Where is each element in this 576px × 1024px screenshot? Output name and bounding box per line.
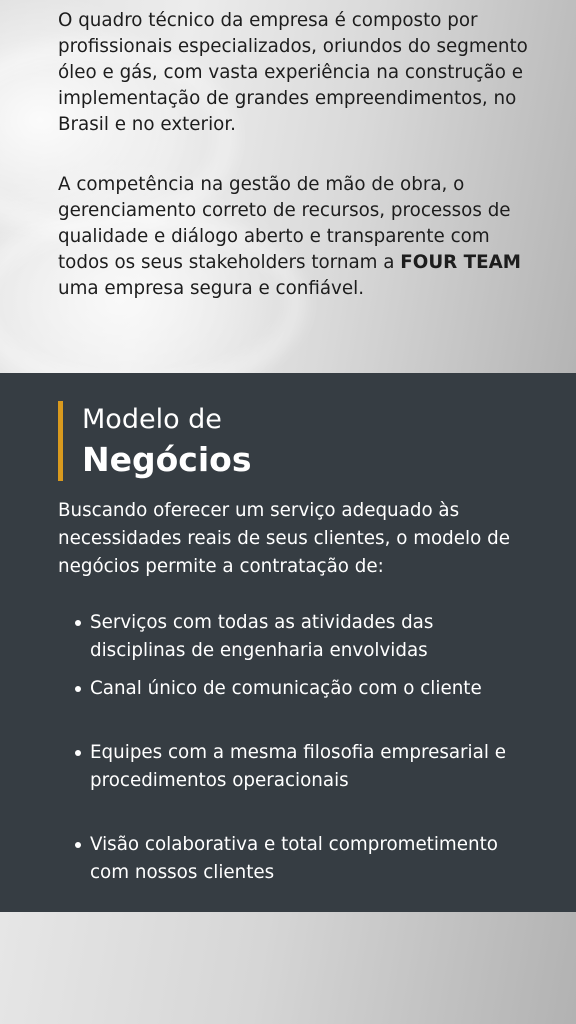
list-item	[90, 831, 510, 887]
list-item	[90, 609, 510, 665]
intro-paragraph-text: A competência na gestão de mão de obra, o gerenciamento correto de recursos, processos de qualidade e diálogo aberto e transparente com todos os seus stakeholders tornam a	[58, 174, 511, 273]
bullet-icon	[75, 750, 81, 756]
heading-accent-bar	[58, 401, 63, 481]
business-model-section	[0, 373, 576, 912]
intro-paragraph-competence	[58, 172, 528, 302]
brand-name: FOUR TEAM	[400, 252, 521, 273]
intro-paragraph-company-team: O quadro técnico da empresa é composto por profissionais especializados, oriundos do segmento óleo e gás, com vasta experiência na construção e implementação de grandes empreendimentos, no Brasil e no exterior.	[58, 10, 528, 135]
bullet-icon	[75, 842, 81, 848]
section-lead-text: Buscando oferecer um serviço adequado às necessidades reais de seus clientes, o modelo de negócios permite a contratação de:	[58, 500, 510, 577]
intro-paragraph-text: uma empresa segura e confiável.	[58, 278, 365, 299]
section-heading-light: Modelo de	[82, 404, 222, 435]
intro-section	[0, 0, 576, 373]
list-item-text: Visão colaborativa e total comprometimento com nossos clientes	[90, 834, 498, 883]
list-item-text: Equipes com a mesma filosofia empresarial e procedimentos operacionais	[90, 742, 506, 791]
bullet-icon	[75, 686, 81, 692]
list-item	[90, 675, 510, 703]
section-heading-bold: Negócios	[82, 440, 252, 479]
bullet-icon	[75, 620, 81, 626]
list-item	[90, 739, 510, 795]
list-item-text: Serviços com todas as atividades das disciplinas de engenharia envolvidas	[90, 612, 434, 661]
list-item-text: Canal único de comunicação com o cliente	[90, 678, 482, 699]
footer-background	[0, 912, 576, 1024]
